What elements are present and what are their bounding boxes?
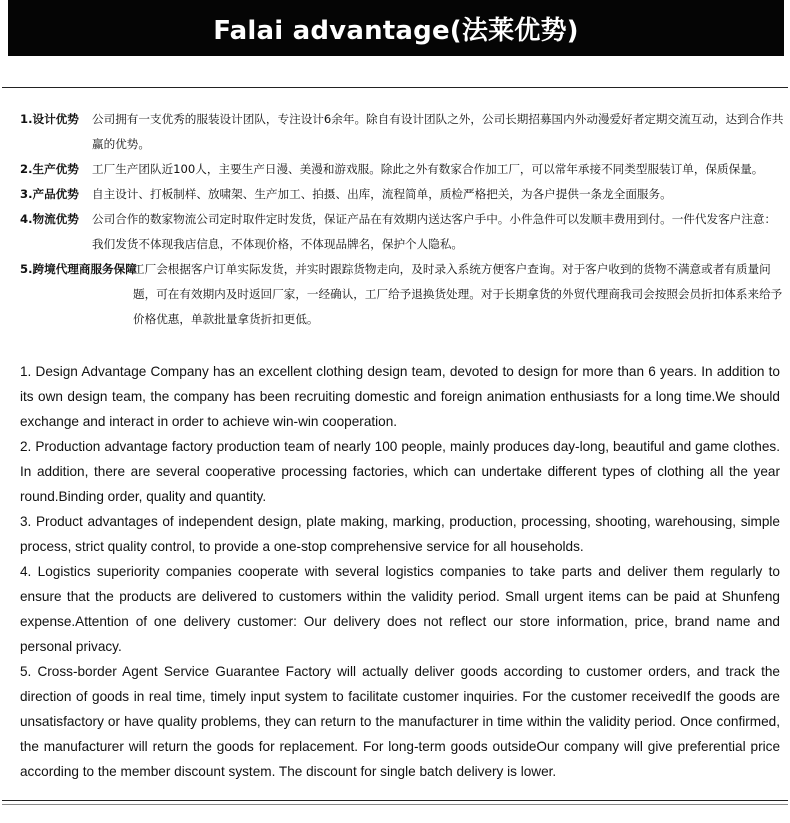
english-paragraph-production: 2. Production advantage factory production team of nearly 100 people, mainly produces day-long, beautiful and game clothes. In addition, there are several cooperative processing factories, which can undertake different types of clothing all the year round.Binding order, quality and quantity. [20,439,780,504]
chinese-item-label: 1.设计优势 [20,112,79,126]
english-advantages-list [20,359,780,784]
banner-title: Falai advantage(法莱优势) [213,15,579,46]
chinese-item-label: 5.跨境代理商服务保障 [20,262,137,276]
english-paragraph-logistics: 4. Logistics superiority companies cooperate with several logistics companies to take parts and deliver them regularly to ensure that the products are delivered to customers within the validity period. Small urgent items can be paid at Shunfeng expense.Attention of one delivery customer: Our delivery does not reflect our store information, price, brand name and personal privacy. [20,564,780,654]
chinese-item-text: 公司合作的数家物流公司定时取件定时发货，保证产品在有效期内送达客户手中。小件急件可以发顺丰费用到付。一件代发客户注意：我们发货不体现我店信息，不体现价格，不体现品牌名，保护个人隐私。 [92,212,777,251]
title-banner [8,0,784,56]
bottom-divider-secondary [2,804,788,805]
chinese-item-product [20,182,785,207]
english-paragraph-design: 1. Design Advantage Company has an excellent clothing design team, devoted to design for more than 6 years. In addition to its own design team, the company has been recruiting domestic and foreign animation enthusiasts for a long time.We should exchange and interact in order to achieve win-win cooperation. [20,364,780,429]
bottom-divider [2,800,788,801]
chinese-item-text: 公司拥有一支优秀的服装设计团队，专注设计6余年。除自有设计团队之外，公司长期招募国内外动漫爱好者定期交流互动，达到合作共赢的优势。 [92,112,784,151]
chinese-item-text: 工厂生产团队近100人，主要生产日漫、美漫和游戏服。除此之外有数家合作加工厂，可以常年承接不同类型服装订单，保质保量。 [92,162,764,176]
chinese-item-logistics [20,207,785,257]
top-divider [2,87,788,88]
chinese-item-label: 3.产品优势 [20,187,79,201]
chinese-item-production [20,157,785,182]
chinese-item-label: 2.生产优势 [20,162,79,176]
chinese-advantages-list [20,107,785,332]
english-paragraph-cross-border: 5. Cross-border Agent Service Guarantee Factory will actually deliver goods according to customer orders, and track the direction of goods in real time, timely input system to facilitate customer inquiries. For the customer receivedIf the goods are unsatisfactory or have quality problems, they can return to the manufacturer in time within the validity period. Once confirmed, the manufacturer will return the goods for replacement. For long-term goods outsideOur company will give preferential price according to the member discount system. The discount for single batch delivery is lower. [20,664,780,779]
chinese-item-text: 工厂会根据客户订单实际发货，并实时跟踪货物走向，及时录入系统方便客户查询。对于客户收到的货物不满意或者有质量问题，可在有效期内及时返回厂家，一经确认，工厂给予退换货处理。对于长期拿货的外贸代理商我司会按照会员折扣体系来给予价格优惠，单款批量拿货折扣更低。 [133,262,783,326]
chinese-item-cross-border [20,257,785,332]
chinese-item-text: 自主设计、打板制样、放啸架、生产加工、拍摄、出库，流程简单，质检严格把关，为各户提供一条龙全面服务。 [92,187,672,201]
english-paragraph-product: 3. Product advantages of independent design, plate making, marking, production, processing, shooting, warehousing, simple process, strict quality control, to provide a one-stop comprehensive service for all households. [20,514,780,554]
chinese-item-design [20,107,785,157]
chinese-item-label: 4.物流优势 [20,212,79,226]
